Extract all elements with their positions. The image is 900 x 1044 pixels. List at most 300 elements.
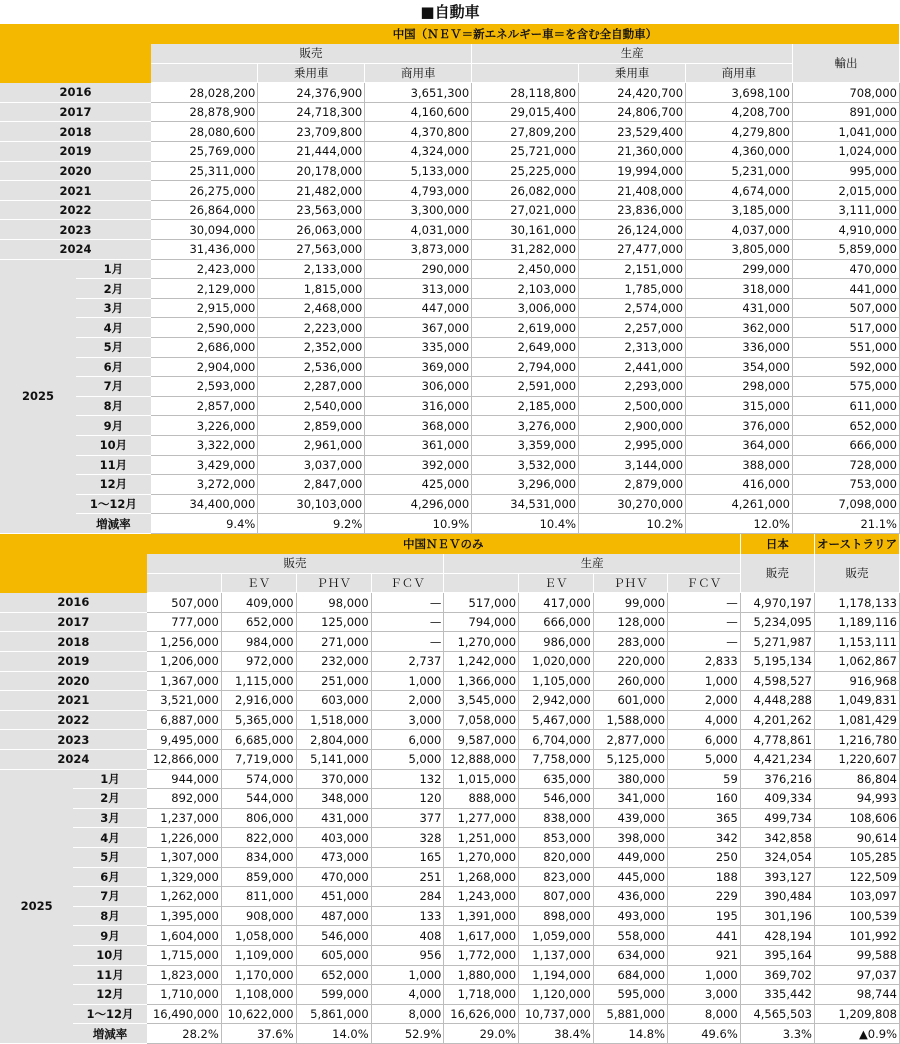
data-cell: 449,000: [593, 847, 667, 867]
data-cell: 599,000: [296, 985, 371, 1005]
data-cell: 2,223,000: [258, 318, 365, 338]
data-cell: 1,059,000: [519, 926, 594, 946]
table-row: [0, 298, 900, 318]
table-row: [0, 926, 900, 946]
data-cell: 14.8%: [593, 1024, 667, 1044]
month-label: 増減率: [73, 1024, 146, 1044]
sales-total-subheader: [151, 63, 258, 83]
data-cell: 3,545,000: [444, 691, 519, 711]
group-header: 中国（ＮＥＶ＝新エネルギー車＝を含む全自動車）: [151, 24, 900, 44]
data-cell: 2,133,000: [258, 259, 365, 279]
table-row: [0, 906, 900, 926]
data-cell: 301,196: [740, 906, 814, 926]
table-row: [0, 593, 900, 613]
data-cell: 165: [371, 847, 444, 867]
data-cell: 3,000: [371, 710, 444, 730]
month-label: 1月: [73, 769, 146, 789]
data-cell: 284: [371, 887, 444, 907]
table-row: [0, 279, 900, 299]
data-cell: 1,815,000: [258, 279, 365, 299]
data-cell: 575,000: [792, 377, 899, 397]
year-2025-label: 2025: [0, 259, 76, 533]
data-cell: —: [668, 593, 741, 613]
month-label: 11月: [73, 965, 146, 985]
sales-commercial-subheader: 商用車: [365, 63, 472, 83]
month-label: 6月: [73, 867, 146, 887]
data-cell: 2,900,000: [579, 416, 686, 436]
data-cell: 3,006,000: [472, 298, 579, 318]
month-label: 12月: [76, 475, 151, 495]
data-cell: 1,243,000: [444, 887, 519, 907]
data-cell: 59: [668, 769, 741, 789]
data-cell: 995,000: [792, 161, 899, 181]
table-row: [0, 220, 900, 240]
data-cell: 1,024,000: [792, 142, 899, 162]
data-cell: 2,450,000: [472, 259, 579, 279]
data-cell: 316,000: [365, 396, 472, 416]
data-cell: 125,000: [296, 612, 371, 632]
data-cell: 1,020,000: [519, 652, 594, 672]
data-cell: 807,000: [519, 887, 594, 907]
data-cell: 25,225,000: [472, 161, 579, 181]
data-cell: 7,058,000: [444, 710, 519, 730]
data-cell: 574,000: [221, 769, 296, 789]
data-cell: 2,536,000: [258, 357, 365, 377]
month-label: 増減率: [76, 514, 151, 534]
data-cell: 4,208,700: [686, 102, 793, 122]
data-cell: 364,000: [686, 435, 793, 455]
sales-fcv-subheader: ＦＣＶ: [371, 573, 444, 593]
data-cell: 306,000: [365, 377, 472, 397]
data-cell: 24,718,300: [258, 102, 365, 122]
data-cell: 409,334: [740, 789, 814, 809]
data-cell: 3,037,000: [258, 455, 365, 475]
data-cell: 652,000: [792, 416, 899, 436]
data-cell: 595,000: [593, 985, 667, 1005]
sales-header: 販売: [147, 554, 444, 574]
table-row: [0, 671, 900, 691]
data-cell: 103,097: [814, 887, 899, 907]
data-cell: 5,859,000: [792, 240, 899, 260]
data-cell: 1,000: [668, 671, 741, 691]
data-cell: 1,268,000: [444, 867, 519, 887]
data-cell: 377: [371, 808, 444, 828]
table-row: [0, 828, 900, 848]
month-label: 5月: [73, 847, 146, 867]
data-cell: 1,710,000: [147, 985, 222, 1005]
data-cell: 728,000: [792, 455, 899, 475]
table-row: [0, 1024, 900, 1044]
data-cell: 1,209,808: [814, 1004, 899, 1024]
data-cell: 921: [668, 945, 741, 965]
data-cell: 90,614: [814, 828, 899, 848]
data-cell: 108,606: [814, 808, 899, 828]
data-cell: 546,000: [296, 926, 371, 946]
table-row: [0, 416, 900, 436]
data-cell: 30,270,000: [579, 494, 686, 514]
data-cell: 21,408,000: [579, 181, 686, 201]
data-cell: 499,734: [740, 808, 814, 828]
year-label: 2019: [0, 652, 147, 672]
production-header: 生産: [444, 554, 740, 574]
data-cell: 2,804,000: [296, 730, 371, 750]
data-cell: 3,532,000: [472, 455, 579, 475]
data-cell: 470,000: [792, 259, 899, 279]
data-cell: 3,651,300: [365, 83, 472, 103]
year-label: 2024: [0, 240, 151, 260]
data-cell: 251,000: [296, 671, 371, 691]
table-row: [0, 632, 900, 652]
data-cell: 120: [371, 789, 444, 809]
data-cell: 30,161,000: [472, 220, 579, 240]
data-cell: 3,000: [668, 985, 741, 1005]
data-cell: 3,276,000: [472, 416, 579, 436]
data-cell: 2,540,000: [258, 396, 365, 416]
data-cell: 605,000: [296, 945, 371, 965]
month-label: 9月: [76, 416, 151, 436]
table-row: [0, 494, 900, 514]
table-row: [0, 887, 900, 907]
year-label: 2021: [0, 181, 151, 201]
table-row: [0, 181, 900, 201]
data-cell: 441: [668, 926, 741, 946]
data-cell: 473,000: [296, 847, 371, 867]
data-cell: 1,242,000: [444, 652, 519, 672]
data-cell: 2,103,000: [472, 279, 579, 299]
data-cell: 12,866,000: [147, 749, 222, 769]
data-cell: 2,961,000: [258, 435, 365, 455]
data-cell: 2,500,000: [579, 396, 686, 416]
data-cell: 4,598,527: [740, 671, 814, 691]
month-label: 7月: [73, 887, 146, 907]
table-row: [0, 357, 900, 377]
data-cell: 838,000: [519, 808, 594, 828]
data-cell: 1,137,000: [519, 945, 594, 965]
data-cell: 652,000: [296, 965, 371, 985]
data-cell: 98,744: [814, 985, 899, 1005]
data-cell: 2,313,000: [579, 338, 686, 358]
data-cell: 403,000: [296, 828, 371, 848]
data-cell: 368,000: [365, 416, 472, 436]
data-cell: 1,518,000: [296, 710, 371, 730]
data-cell: 52.9%: [371, 1024, 444, 1044]
data-cell: 370,000: [296, 769, 371, 789]
month-label: 9月: [73, 926, 146, 946]
year-label: 2019: [0, 142, 151, 162]
data-cell: 395,164: [740, 945, 814, 965]
data-cell: 2,293,000: [579, 377, 686, 397]
prod-phv-subheader: ＰＨＶ: [593, 573, 667, 593]
data-cell: 611,000: [792, 396, 899, 416]
table-row: [0, 789, 900, 809]
data-cell: 315,000: [686, 396, 793, 416]
data-cell: 3,226,000: [151, 416, 258, 436]
data-cell: 811,000: [221, 887, 296, 907]
data-cell: 28,118,800: [472, 83, 579, 103]
data-cell: 94,993: [814, 789, 899, 809]
data-cell: 318,000: [686, 279, 793, 299]
data-cell: 21.1%: [792, 514, 899, 534]
corner-cell: [0, 24, 151, 83]
year-2025-label: 2025: [0, 769, 73, 1043]
data-cell: 271,000: [296, 632, 371, 652]
data-cell: 313,000: [365, 279, 472, 299]
data-cell: 5,861,000: [296, 1004, 371, 1024]
data-cell: 1,329,000: [147, 867, 222, 887]
data-cell: 1,170,000: [221, 965, 296, 985]
data-cell: 2,915,000: [151, 298, 258, 318]
data-cell: 1,391,000: [444, 906, 519, 926]
data-cell: 1,270,000: [444, 847, 519, 867]
data-cell: 4,793,000: [365, 181, 472, 201]
data-cell: 3,805,000: [686, 240, 793, 260]
table-row: [0, 1004, 900, 1024]
data-cell: 4,421,234: [740, 749, 814, 769]
data-cell: 1,178,133: [814, 593, 899, 613]
data-cell: 348,000: [296, 789, 371, 809]
data-cell: 2,574,000: [579, 298, 686, 318]
data-cell: 6,887,000: [147, 710, 222, 730]
data-cell: 8,000: [668, 1004, 741, 1024]
data-cell: 1,194,000: [519, 965, 594, 985]
data-cell: 1,256,000: [147, 632, 222, 652]
data-cell: 28,028,200: [151, 83, 258, 103]
data-cell: 26,082,000: [472, 181, 579, 201]
data-cell: 558,000: [593, 926, 667, 946]
data-cell: 1,058,000: [221, 926, 296, 946]
data-cell: 2,441,000: [579, 357, 686, 377]
data-cell: —: [668, 612, 741, 632]
data-cell: 283,000: [593, 632, 667, 652]
data-cell: 2,257,000: [579, 318, 686, 338]
year-label: 2016: [0, 83, 151, 103]
data-cell: 86,804: [814, 769, 899, 789]
table-row: [0, 435, 900, 455]
data-cell: 4,000: [371, 985, 444, 1005]
data-cell: 393,127: [740, 867, 814, 887]
year-label: 2021: [0, 691, 147, 711]
data-cell: 2,879,000: [579, 475, 686, 495]
data-cell: 220,000: [593, 652, 667, 672]
data-cell: 2,352,000: [258, 338, 365, 358]
sales-passenger-subheader: 乗用車: [258, 63, 365, 83]
data-cell: 2,151,000: [579, 259, 686, 279]
data-cell: 4,031,000: [365, 220, 472, 240]
data-cell: 10,737,000: [519, 1004, 594, 1024]
data-cell: 1,109,000: [221, 945, 296, 965]
data-cell: 1,785,000: [579, 279, 686, 299]
data-cell: 1,604,000: [147, 926, 222, 946]
data-cell: 794,000: [444, 612, 519, 632]
data-cell: 3,111,000: [792, 200, 899, 220]
data-cell: 388,000: [686, 455, 793, 475]
data-cell: 27,563,000: [258, 240, 365, 260]
data-cell: 1,062,867: [814, 652, 899, 672]
table-row: [0, 808, 900, 828]
data-cell: 38.4%: [519, 1024, 594, 1044]
data-cell: 342: [668, 828, 741, 848]
data-cell: 2,916,000: [221, 691, 296, 711]
data-cell: 908,000: [221, 906, 296, 926]
data-cell: 2,859,000: [258, 416, 365, 436]
year-label: 2023: [0, 730, 147, 750]
data-cell: 5,000: [371, 749, 444, 769]
data-cell: 986,000: [519, 632, 594, 652]
data-cell: 4,778,861: [740, 730, 814, 750]
table-row: [0, 749, 900, 769]
data-cell: 3,272,000: [151, 475, 258, 495]
data-cell: 25,311,000: [151, 161, 258, 181]
year-label: 2020: [0, 161, 151, 181]
data-cell: 898,000: [519, 906, 594, 926]
data-cell: 37.6%: [221, 1024, 296, 1044]
data-cell: 3,296,000: [472, 475, 579, 495]
data-cell: 2,995,000: [579, 435, 686, 455]
data-cell: 99,588: [814, 945, 899, 965]
data-cell: 7,719,000: [221, 749, 296, 769]
data-cell: 1,715,000: [147, 945, 222, 965]
data-cell: 5,141,000: [296, 749, 371, 769]
data-cell: 1,277,000: [444, 808, 519, 828]
data-cell: 3,300,000: [365, 200, 472, 220]
data-cell: 2,590,000: [151, 318, 258, 338]
data-cell: 290,000: [365, 259, 472, 279]
data-cell: 4,160,600: [365, 102, 472, 122]
data-cell: 507,000: [792, 298, 899, 318]
data-cell: 1,189,116: [814, 612, 899, 632]
data-cell: 4,279,800: [686, 122, 793, 142]
year-label: 2023: [0, 220, 151, 240]
prod-total-subheader: [472, 63, 579, 83]
data-cell: 7,758,000: [519, 749, 594, 769]
month-label: 5月: [76, 338, 151, 358]
data-cell: 684,000: [593, 965, 667, 985]
data-cell: 376,000: [686, 416, 793, 436]
sales-phv-subheader: ＰＨＶ: [296, 573, 371, 593]
data-cell: 601,000: [593, 691, 667, 711]
table-row: [0, 475, 900, 495]
data-cell: 5,125,000: [593, 749, 667, 769]
data-cell: 1,015,000: [444, 769, 519, 789]
data-cell: 2,129,000: [151, 279, 258, 299]
data-cell: 944,000: [147, 769, 222, 789]
month-label: 12月: [73, 985, 146, 1005]
month-label: 6月: [76, 357, 151, 377]
data-cell: 342,858: [740, 828, 814, 848]
data-cell: 546,000: [519, 789, 594, 809]
data-cell: 105,285: [814, 847, 899, 867]
data-cell: 49.6%: [668, 1024, 741, 1044]
data-cell: 2,942,000: [519, 691, 594, 711]
data-cell: 544,000: [221, 789, 296, 809]
data-cell: 365: [668, 808, 741, 828]
data-cell: 27,477,000: [579, 240, 686, 260]
data-cell: 1,617,000: [444, 926, 519, 946]
data-cell: 4,000: [668, 710, 741, 730]
data-cell: 1,115,000: [221, 671, 296, 691]
data-cell: 7,098,000: [792, 494, 899, 514]
data-cell: 5,231,000: [686, 161, 793, 181]
data-cell: 9,495,000: [147, 730, 222, 750]
year-label: 2016: [0, 593, 147, 613]
month-label: 3月: [76, 298, 151, 318]
data-cell: 822,000: [221, 828, 296, 848]
data-cell: 820,000: [519, 847, 594, 867]
data-cell: 3.3%: [740, 1024, 814, 1044]
table-row: [0, 240, 900, 260]
data-cell: 30,094,000: [151, 220, 258, 240]
data-cell: 6,704,000: [519, 730, 594, 750]
data-cell: 26,275,000: [151, 181, 258, 201]
data-cell: 603,000: [296, 691, 371, 711]
data-cell: 2,833: [668, 652, 741, 672]
data-cell: 27,021,000: [472, 200, 579, 220]
year-label: 2022: [0, 200, 151, 220]
data-cell: 335,000: [365, 338, 472, 358]
data-cell: 5,133,000: [365, 161, 472, 181]
data-cell: 551,000: [792, 338, 899, 358]
data-cell: 19,994,000: [579, 161, 686, 181]
corner-cell: [0, 534, 147, 593]
data-cell: 753,000: [792, 475, 899, 495]
data-cell: 517,000: [792, 318, 899, 338]
data-cell: 100,539: [814, 906, 899, 926]
data-cell: 806,000: [221, 808, 296, 828]
data-cell: 451,000: [296, 887, 371, 907]
data-cell: 2,619,000: [472, 318, 579, 338]
data-cell: 2,737: [371, 652, 444, 672]
data-cell: 23,709,800: [258, 122, 365, 142]
month-label: 8月: [76, 396, 151, 416]
table-row: [0, 377, 900, 397]
year-label: 2022: [0, 710, 147, 730]
data-cell: 5,234,095: [740, 612, 814, 632]
data-cell: 29.0%: [444, 1024, 519, 1044]
table-row: [0, 945, 900, 965]
data-cell: 777,000: [147, 612, 222, 632]
data-cell: 31,282,000: [472, 240, 579, 260]
table-row: [0, 769, 900, 789]
data-cell: 250: [668, 847, 741, 867]
data-cell: 436,000: [593, 887, 667, 907]
data-cell: 2,591,000: [472, 377, 579, 397]
data-cell: 5,365,000: [221, 710, 296, 730]
data-cell: 232,000: [296, 652, 371, 672]
data-cell: 14.0%: [296, 1024, 371, 1044]
data-cell: 859,000: [221, 867, 296, 887]
data-cell: 2,686,000: [151, 338, 258, 358]
data-cell: 6,685,000: [221, 730, 296, 750]
data-cell: 984,000: [221, 632, 296, 652]
table-row: [0, 455, 900, 475]
data-cell: 1,153,111: [814, 632, 899, 652]
month-label: 7月: [76, 377, 151, 397]
data-cell: 823,000: [519, 867, 594, 887]
month-label: 1月: [76, 259, 151, 279]
china-all-vehicles-table: [0, 24, 900, 534]
data-cell: 4,324,000: [365, 142, 472, 162]
data-cell: 834,000: [221, 847, 296, 867]
table-row: [0, 318, 900, 338]
data-cell: 299,000: [686, 259, 793, 279]
data-cell: 428,194: [740, 926, 814, 946]
data-cell: 4,201,262: [740, 710, 814, 730]
data-cell: 1,395,000: [147, 906, 222, 926]
table-row: [0, 710, 900, 730]
data-cell: 26,864,000: [151, 200, 258, 220]
table-row: [0, 652, 900, 672]
data-cell: 1,262,000: [147, 887, 222, 907]
